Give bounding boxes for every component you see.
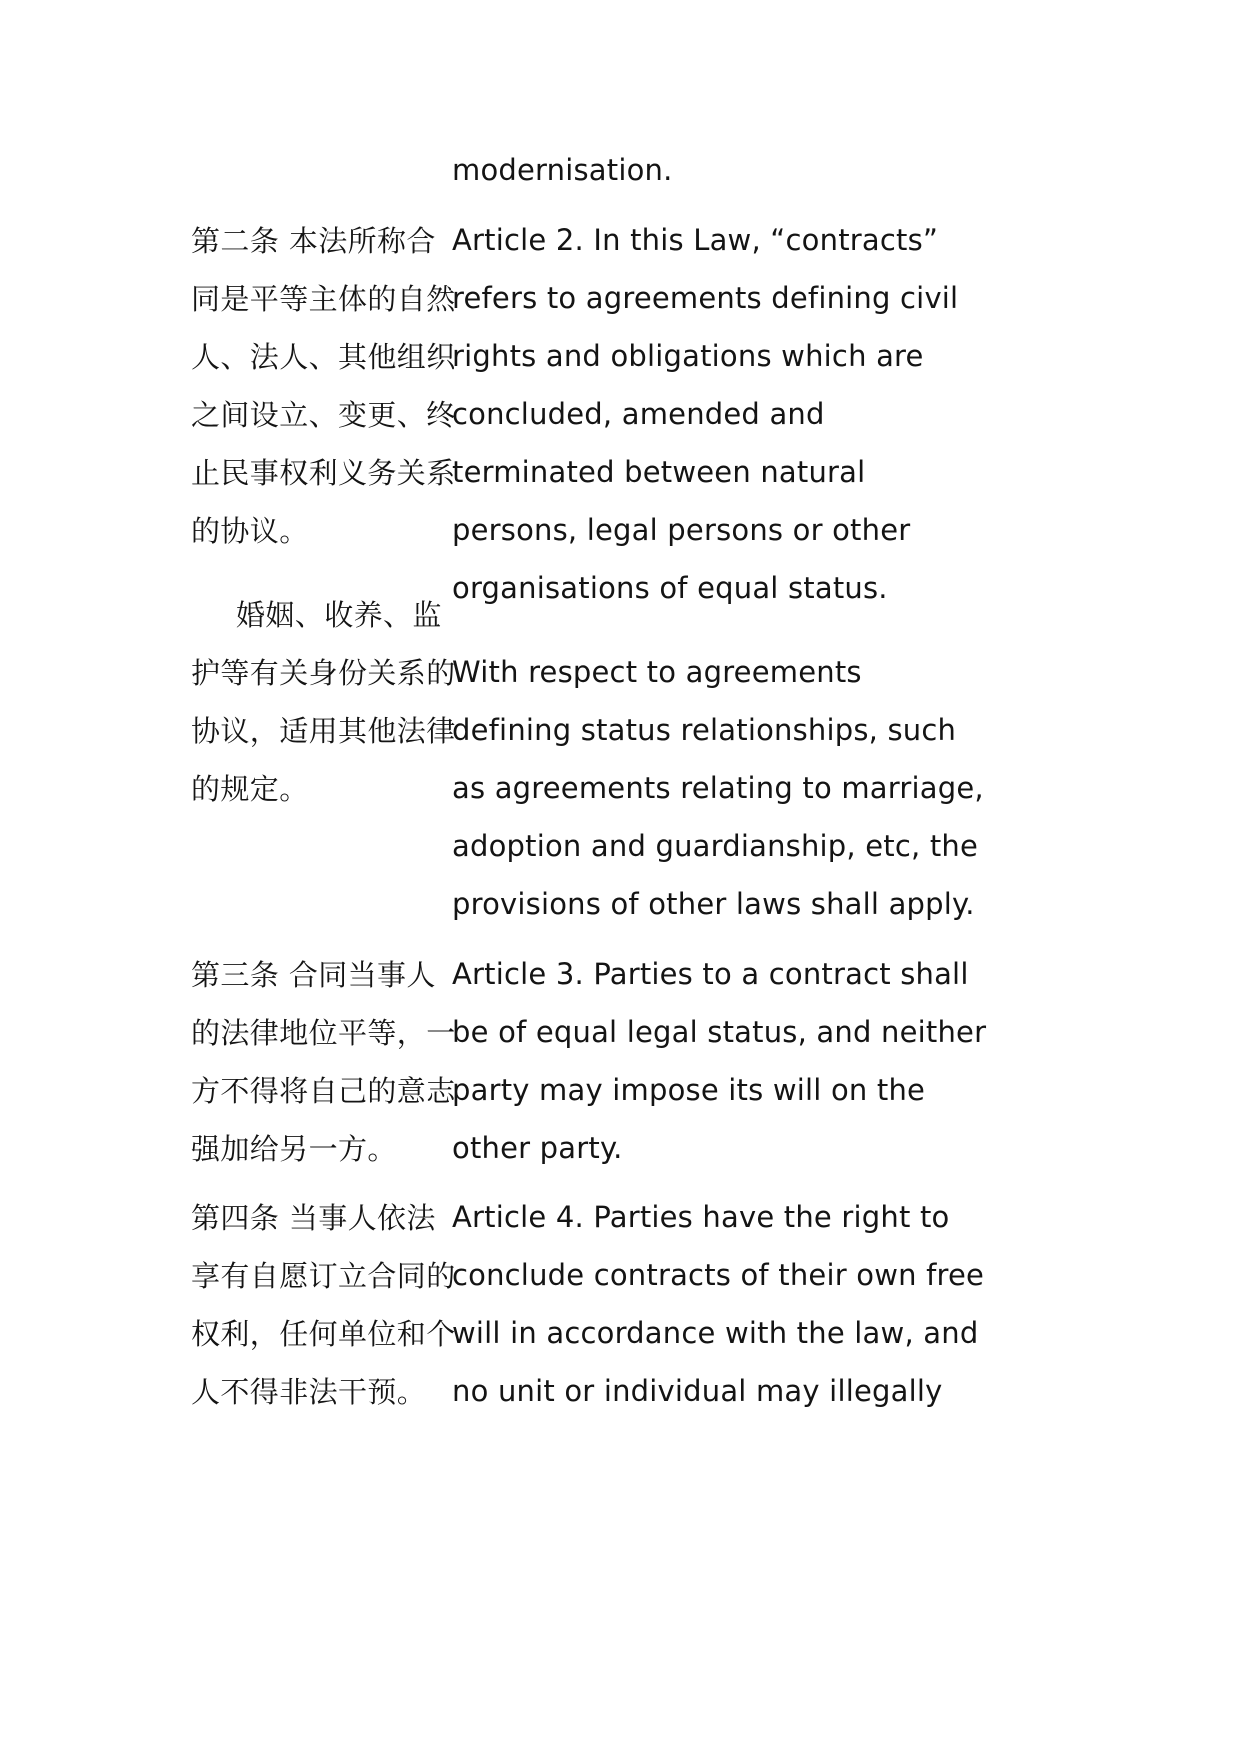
- article4-en-line: Article 4. Parties have the right to: [452, 1200, 950, 1234]
- article2-zh-p2-line: 护等有关身份关系的: [191, 656, 456, 690]
- article3-en-line: party may impose its will on the: [452, 1073, 926, 1107]
- article2-zh-line: 止民事权利义务关系: [191, 456, 456, 490]
- article2-en-line: rights and obligations which are: [452, 339, 924, 373]
- article4-en-line: will in accordance with the law, and: [452, 1316, 979, 1350]
- article2-en-line: persons, legal persons or other: [452, 513, 911, 547]
- article3-en-line: be of equal legal status, and neither: [452, 1015, 987, 1049]
- article3-en-line: Article 3. Parties to a contract shall: [452, 957, 969, 991]
- article2-en-line: concluded, amended and: [452, 397, 825, 431]
- carryover-text: modernisation.: [452, 153, 673, 187]
- article2-en-p2-line: provisions of other laws shall apply.: [452, 887, 975, 921]
- article4-zh-line: 权利，任何单位和个: [191, 1317, 456, 1351]
- article2-zh-p2-line: 协议，适用其他法律: [191, 714, 456, 748]
- article2-zh-line: 第二条 本法所称合: [191, 224, 436, 258]
- article2-zh-line: 的协议。: [191, 514, 309, 548]
- article2-en-line: organisations of equal status.: [452, 571, 888, 605]
- article2-en-p2-line: defining status relationships, such: [452, 713, 957, 747]
- article3-zh-line: 方不得将自己的意志: [191, 1074, 456, 1108]
- article3-en-line: other party.: [452, 1131, 623, 1165]
- article4-zh-line: 人不得非法干预。: [191, 1375, 427, 1409]
- article3-zh-line: 的法律地位平等，一: [191, 1016, 456, 1050]
- article2-zh-line: 人、法人、其他组织: [191, 340, 456, 374]
- article4-en-line: no unit or individual may illegally: [452, 1374, 943, 1408]
- article2-en-line: refers to agreements defining civil: [452, 281, 959, 315]
- article3-zh-line: 第三条 合同当事人: [191, 958, 436, 992]
- article3-zh-line: 强加给另一方。: [191, 1132, 397, 1166]
- article2-en-line: Article 2. In this Law, “contracts”: [452, 223, 939, 257]
- article4-zh-line: 第四条 当事人依法: [191, 1201, 436, 1235]
- article2-en-line: terminated between natural: [452, 455, 866, 489]
- article4-en-line: conclude contracts of their own free: [452, 1258, 985, 1292]
- article2-zh-line: 同是平等主体的自然: [191, 282, 456, 316]
- article2-en-p2-line: as agreements relating to marriage,: [452, 771, 984, 805]
- article2-en-p2-line: adoption and guardianship, etc, the: [452, 829, 979, 863]
- article2-zh-p2-line: 婚姻、收养、监: [236, 598, 442, 632]
- article2-en-p2-line: With respect to agreements: [452, 655, 862, 689]
- article4-zh-line: 享有自愿订立合同的: [191, 1259, 456, 1293]
- article2-zh-line: 之间设立、变更、终: [191, 398, 456, 432]
- article2-zh-p2-line: 的规定。: [191, 772, 309, 806]
